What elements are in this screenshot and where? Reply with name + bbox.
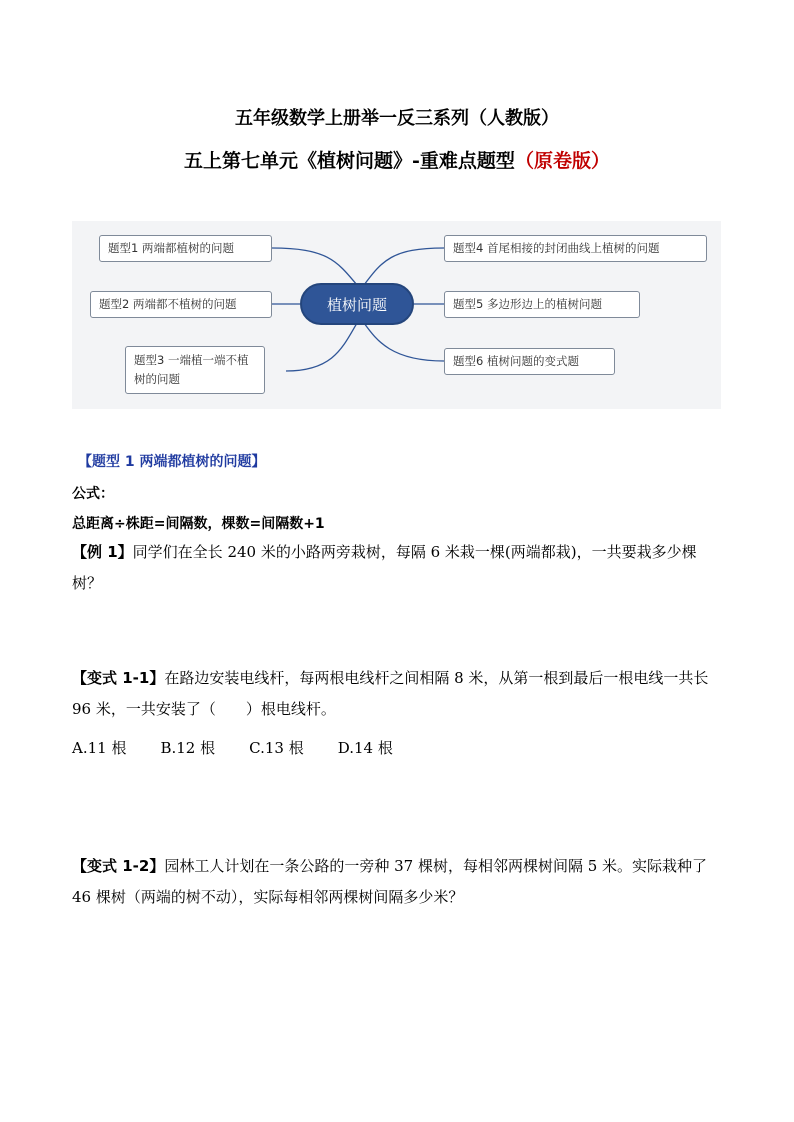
variant-1-1-text: 在路边安装电线杆，每两根电线杆之间相隔 8 米，从第一根到最后一根电线一共长 96 米，一共安装了（ ）根电线杆。 bbox=[72, 669, 709, 718]
choice-c: C.13 根 bbox=[249, 739, 304, 757]
formula-text: 总距离÷株距=间隔数，棵数=间隔数+1 bbox=[72, 516, 325, 532]
variant-1-1-choices bbox=[72, 737, 427, 758]
choice-a: A.11 根 bbox=[72, 739, 127, 757]
mind-map bbox=[72, 221, 721, 409]
mind-map-node-5: 题型5 多边形边上的植树问题 bbox=[444, 291, 640, 318]
choice-d: D.14 根 bbox=[337, 739, 393, 757]
variant-1-2 bbox=[72, 851, 722, 913]
document-subtitle bbox=[0, 146, 794, 173]
variant-1-1-tag: 【变式 1-1】 bbox=[72, 669, 165, 687]
example-1-tag: 【例 1】 bbox=[72, 543, 133, 561]
mind-map-node-6: 题型6 植树问题的变式题 bbox=[444, 348, 615, 375]
variant-1-1 bbox=[72, 663, 722, 725]
formula-label: 公式： bbox=[72, 486, 114, 502]
section-heading: 【题型 1 两端都植树的问题】 bbox=[78, 454, 266, 470]
mind-map-node-2: 题型2 两端都不植树的问题 bbox=[90, 291, 272, 318]
example-1-text: 同学们在全长 240 米的小路两旁栽树，每隔 6 米栽一棵(两端都栽)，一共要栽多少棵树？ bbox=[72, 543, 697, 592]
mind-map-node-3: 题型3 一端植一端不植树的问题 bbox=[125, 346, 265, 394]
subtitle-main: 五上第七单元《植树问题》-重难点题型 bbox=[184, 150, 515, 172]
choice-b: B.12 根 bbox=[160, 739, 216, 757]
variant-1-2-tag: 【变式 1-2】 bbox=[72, 857, 165, 875]
example-1 bbox=[72, 537, 722, 599]
variant-1-2-text: 园林工人计划在一条公路的一旁种 37 棵树，每相邻两棵树间隔 5 米。实际栽种了 46 棵树（两端的树不动），实际每相邻两棵树间隔多少米？ bbox=[72, 857, 708, 906]
mind-map-node-4: 题型4 首尾相接的封闭曲线上植树的问题 bbox=[444, 235, 707, 262]
mind-map-node-1: 题型1 两端都植树的问题 bbox=[99, 235, 272, 262]
subtitle-tag: （原卷版） bbox=[514, 150, 610, 172]
document-title: 五年级数学上册举一反三系列（人教版） bbox=[235, 108, 559, 129]
mind-map-center: 植树问题 bbox=[300, 283, 414, 325]
